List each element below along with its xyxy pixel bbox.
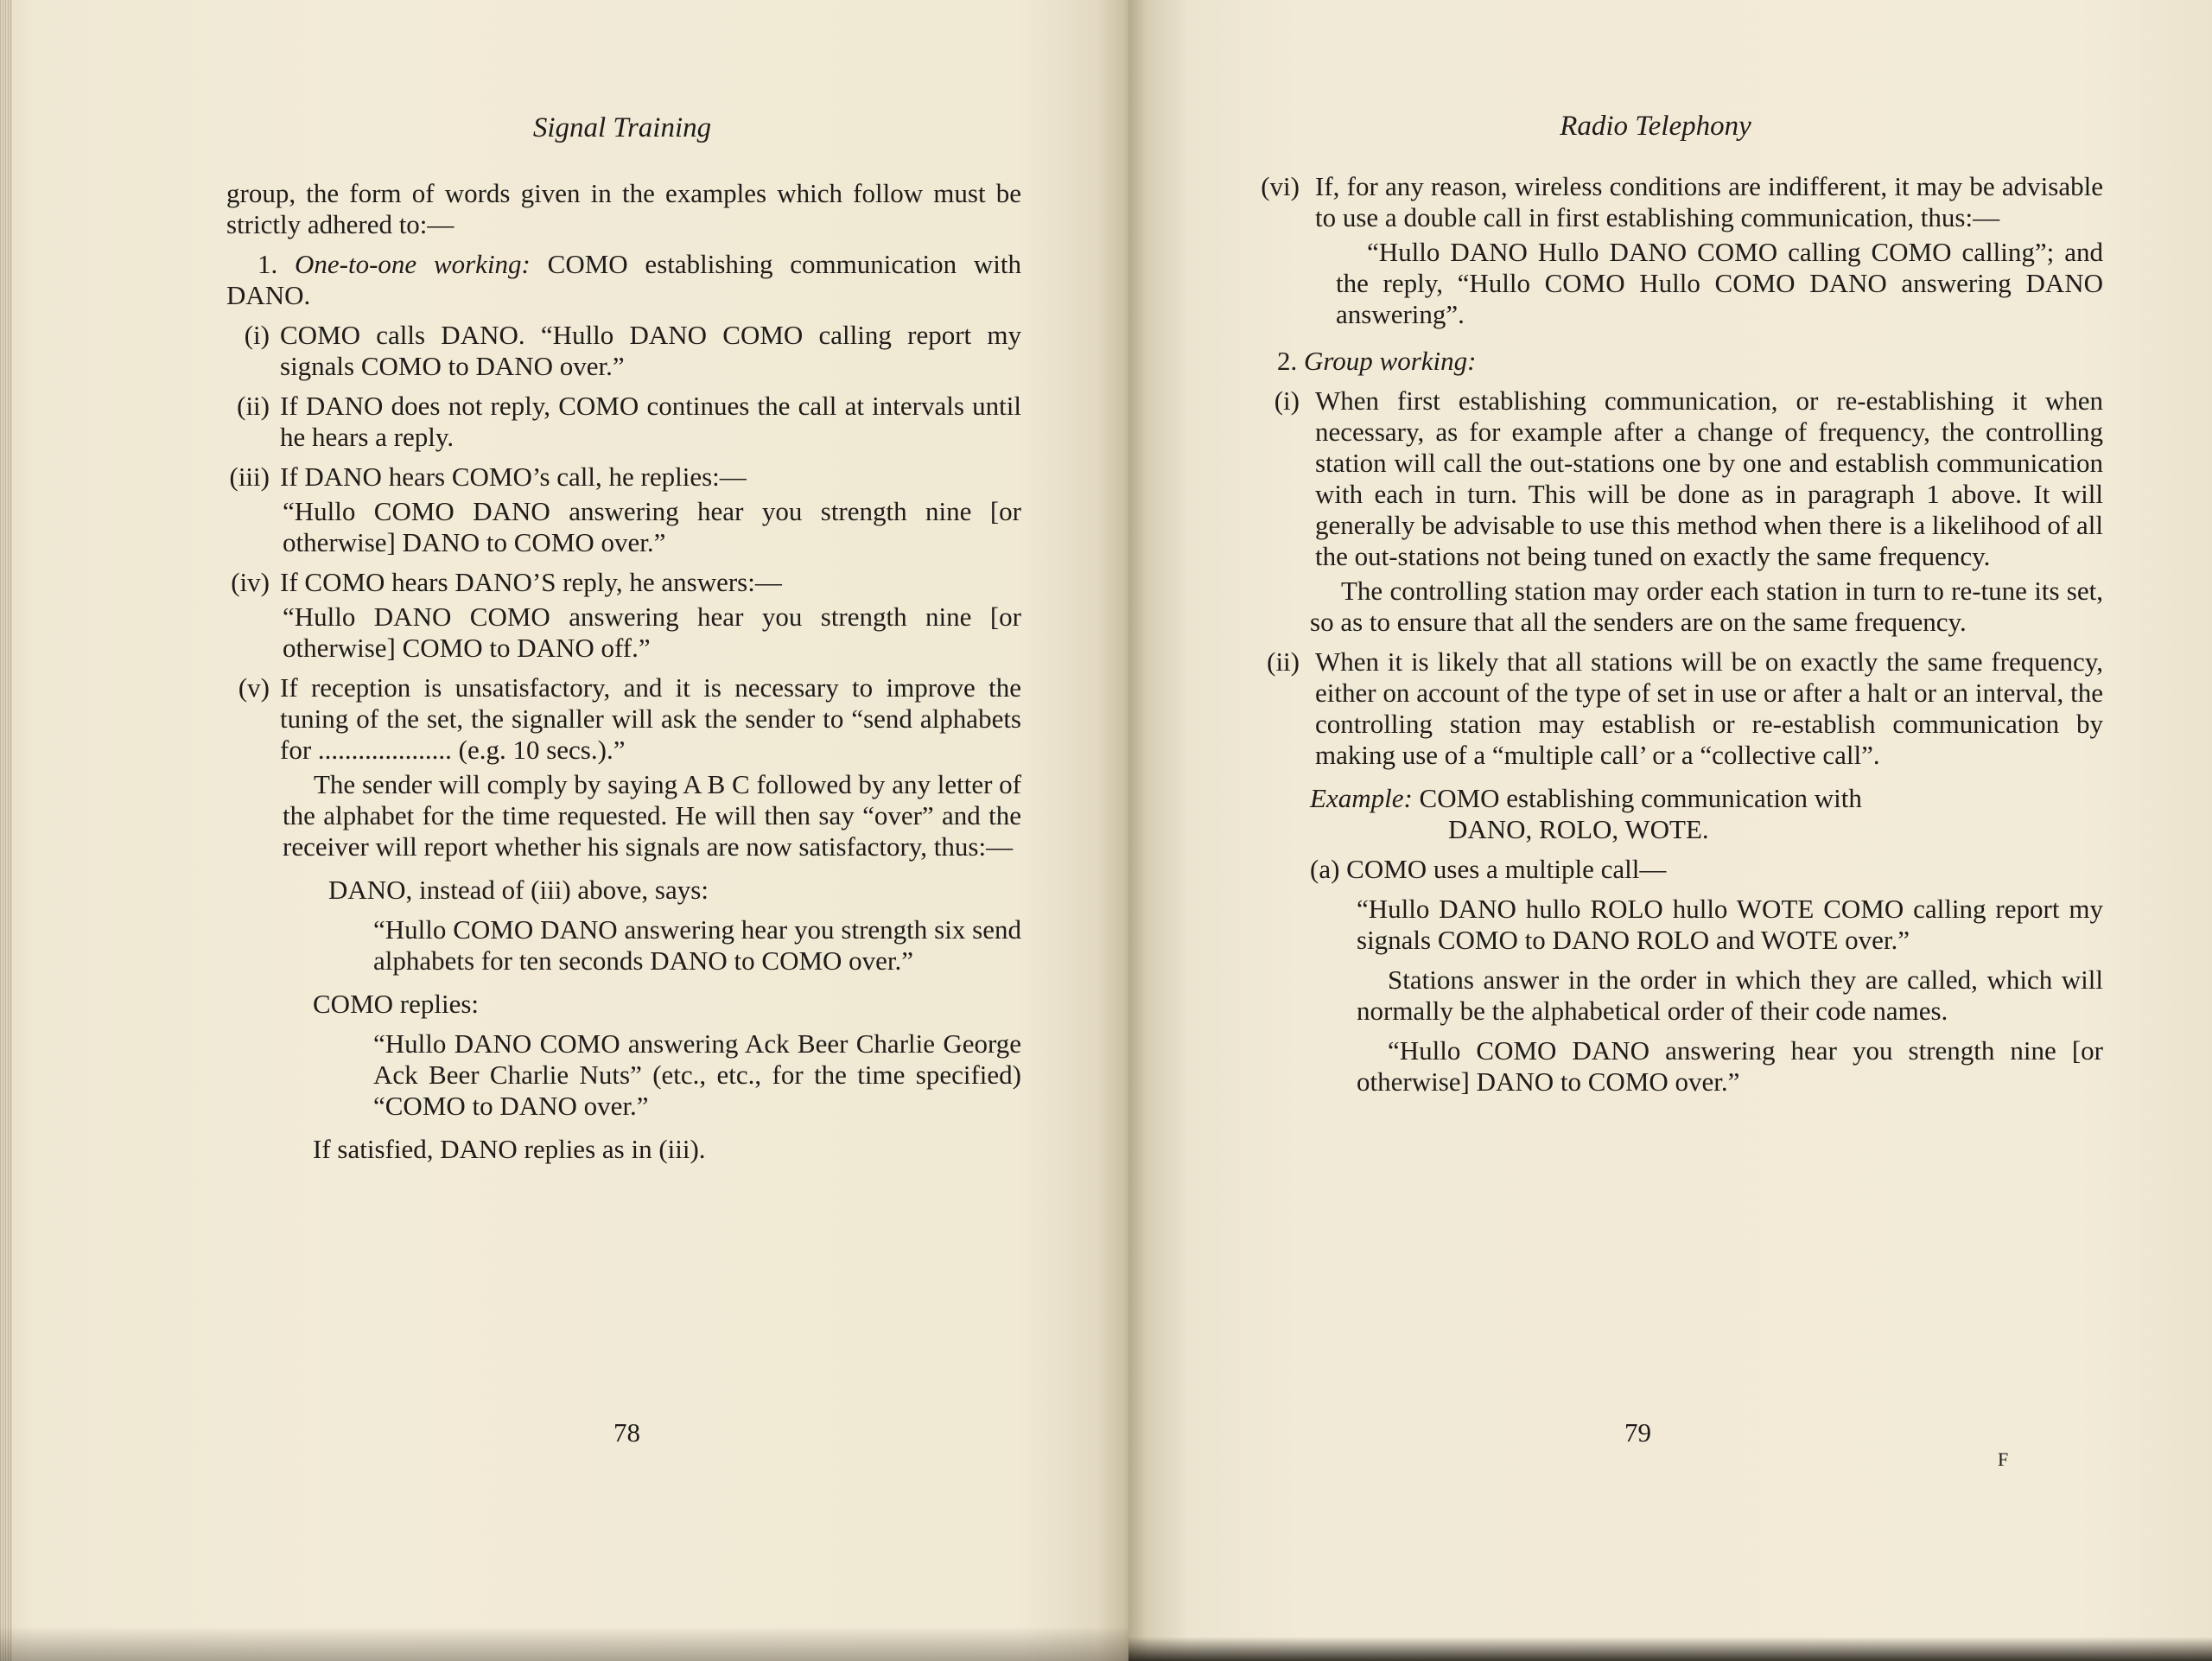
example-line — [1310, 783, 2103, 814]
list-item — [209, 320, 1021, 382]
item-number: (iii) — [229, 461, 270, 492]
section-heading — [1277, 346, 2103, 377]
page-shadow — [0, 1626, 1132, 1661]
section-title: Group working: — [1304, 346, 1477, 376]
example-text: COMO establishing communication with — [1419, 783, 1862, 813]
item-text: If DANO does not reply, COMO continues the call at intervals until he hears a reply. — [280, 391, 1021, 452]
sub-item-a: (a) COMO uses a multiple call— — [1310, 854, 1667, 884]
list-item — [209, 391, 1021, 453]
quoted-reply: “Hullo DANO Hullo DANO COMO calling COMO calling”; and the reply, “Hullo COMO Hullo COMO DANO answering DANO answering”. — [1336, 237, 2103, 329]
section-number: 2. — [1277, 346, 1298, 376]
satisfied-line: If satisfied, DANO replies as in (iii). — [313, 1134, 706, 1164]
stations-paragraph: Stations answer in the order in which they are called, which will normally be the alphabetical order of their code names. — [1357, 964, 2103, 1026]
item-text: When it is likely that all stations will be on exactly the same frequency, either on account of the type of set in use or after a halt or an interval, the controlling station may establish or re-establish communication by making use of a “multiple call’ or a “collective call”. — [1315, 646, 2103, 770]
signature-mark: F — [1998, 1448, 2009, 1470]
running-header: Signal Training — [532, 112, 712, 143]
quoted-reply: “Hullo COMO DANO answering hear you strength nine [or otherwise] DANO to COMO over.” — [283, 496, 1021, 557]
item-text: If DANO hears COMO’s call, he replies:— — [280, 461, 747, 492]
como-quote: “Hullo DANO COMO answering Ack Beer Charlie George Ack Beer Charlie Nuts” (etc., etc., for the time specified) “COMO to DANO over.” — [373, 1028, 1021, 1121]
list-item — [209, 567, 1021, 598]
list-item — [1239, 646, 2103, 771]
page-edge — [0, 0, 12, 1661]
list-item — [209, 461, 1021, 493]
item-text: COMO calls DANO. “Hullo DANO COMO calling report my signals COMO to DANO over.” — [280, 320, 1021, 381]
right-page — [1128, 0, 2212, 1661]
example-stations: DANO, ROLO, WOTE. — [1448, 814, 1709, 844]
paragraph: The controlling station may order each station in turn to re-tune its set, so as to ensure that all the senders are on the same frequency. — [1310, 576, 2103, 637]
item-number: (iv) — [231, 567, 270, 597]
page-shadow — [1128, 1637, 2212, 1661]
running-header: Radio Telephony — [1560, 111, 1751, 142]
list-item — [209, 672, 1021, 766]
item-number: (i) — [1274, 385, 1300, 416]
dano-says: DANO, instead of (iii) above, says: — [328, 875, 709, 905]
list-item — [1239, 171, 2103, 233]
como-replies: COMO replies: — [313, 989, 480, 1019]
item-number: (ii) — [237, 391, 270, 421]
section-heading — [226, 249, 1021, 311]
item-number: (v) — [238, 672, 270, 703]
list-item — [1239, 385, 2103, 572]
item-number: (vi) — [1261, 171, 1300, 201]
item-text: If, for any reason, wireless conditions are indifferent, it may be advisable to use a double call in first establishing communication, thus:— — [1315, 171, 2103, 232]
intro-paragraph: group, the form of words given in the examples which follow must be strictly adhered to:— — [226, 178, 1021, 239]
example-label: Example: — [1310, 783, 1413, 813]
item-text: If reception is unsatisfactory, and it is necessary to improve the tuning of the set, the signaller will ask the sender to “send alphabets for .................... (e.g. 10 secs.).” — [280, 672, 1021, 765]
item-text: If COMO hears DANO’S reply, he answers:— — [280, 567, 782, 597]
dano-quote: “Hullo COMO DANO answering hear you strength six send alphabets for ten seconds DANO to COMO over.” — [373, 914, 1021, 976]
quoted-reply: “Hullo DANO COMO answering hear you strength nine [or otherwise] COMO to DANO off.” — [283, 601, 1021, 663]
section-number: 1. — [257, 249, 278, 279]
quoted-call: “Hullo DANO hullo ROLO hullo WOTE COMO calling report my signals COMO to DANO ROLO and WOTE over.” — [1357, 894, 2103, 955]
item-number: (i) — [244, 320, 270, 350]
sender-paragraph: The sender will comply by saying A B C followed by any letter of the alphabet for the time requested. He will then say “over” and the receiver will report whether his signals are now satisfactory, thus:— — [283, 769, 1021, 862]
page-number: 79 — [1624, 1417, 1651, 1448]
section-text: COMO establishing communication with DANO. — [226, 249, 1022, 310]
item-text: When first establishing communication, or re-establishing it when necessary, as for example after a change of frequency, the controlling station will call the out-stations one by one and establish communication with each in turn. This will be done as in paragraph 1 above. It will generally be advisable to use this method when there is a likelihood of all the out-stations not being tuned on exactly the same frequency. — [1315, 385, 2103, 571]
item-number: (ii) — [1267, 646, 1300, 677]
page-number: 78 — [613, 1417, 640, 1448]
left-page-body — [226, 178, 1021, 1174]
section-title: One-to-one working: — [295, 249, 531, 279]
answer-quote: “Hullo COMO DANO answering hear you strength nine [or otherwise] DANO to COMO over.” — [1357, 1035, 2103, 1097]
right-page-body — [1239, 171, 2103, 1106]
